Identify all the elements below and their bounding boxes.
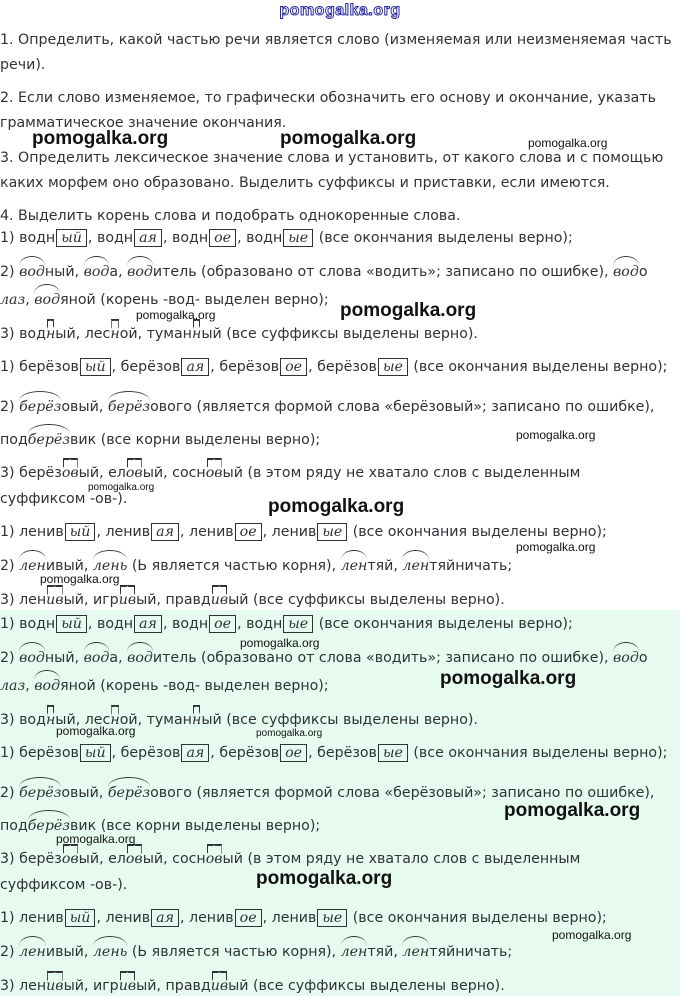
vod-roots-line: 2) водный, вода, водитель (образовано от слова «водить»; записано по ошибке), водо (0, 650, 648, 666)
vod-suffix-line: 3) водный, лесной, туманный (все суффиксы выделены верно). (0, 326, 478, 342)
berez-endings-line: 1) берёзов ый , берёзов ая , берёзов ое , берёзов ые (все окончания выделены верно); (0, 745, 668, 761)
instruction-3b: каких морфем оно образовано. Выделить суффиксы и приставки, если имеются. (0, 175, 610, 191)
vod-suffix-line: 3) водный, лесной, туманный (все суффиксы выделены верно). (0, 712, 478, 728)
vod-roots-line-2: лаз, водяной (корень -вод- выделен верно); (0, 292, 329, 308)
vodn-endings-line: 1) водн ый , водн ая , водн ое , водн ые (все окончания выделены верно); (0, 616, 573, 632)
watermark: pomogalka.org (40, 572, 120, 586)
watermark: pomogalka.org (32, 128, 169, 149)
top-watermark: pomogalka.org (279, 2, 401, 19)
watermark: pomogalka.org (88, 482, 155, 493)
watermark: pomogalka.org (268, 496, 405, 517)
instruction-1b: речи). (0, 57, 46, 73)
watermark: pomogalka.org (516, 540, 596, 554)
vod-roots-line-2: лаз, водяной (корень -вод- выделен верно); (0, 678, 329, 694)
instruction-2b: грамматическое значение окончания. (0, 115, 287, 131)
len-roots-line: 2) ленивый, лень (Ь является частью корня), лентяй, лентяйничать; (0, 558, 513, 574)
watermark: pomogalka.org (56, 832, 136, 846)
watermark: pomogalka.org (136, 308, 216, 322)
watermark: pomogalka.org (528, 136, 608, 150)
watermark: pomogalka.org (504, 800, 641, 821)
watermark: pomogalka.org (340, 300, 477, 321)
instruction-2a: 2. Если слово изменяемое, то графически обозначить его основу и окончание, указать (0, 90, 656, 106)
instruction-1a: 1. Определить, какой частью речи является слово (изменяемая или неизменяемая часть (0, 32, 672, 48)
berez-roots-line: 2) берёзовый, берёзового (является формой слова «берёзовый»; записано по ошибке), (0, 399, 655, 415)
instruction-3a: 3. Определить лексическое значение слова и установить, от какого слова и с помощью (0, 150, 664, 166)
berez-endings-line: 1) берёзов ый , берёзов ая , берёзов ое , берёзов ые (все окончания выделены верно); (0, 359, 668, 375)
ov-suffix-line: 3) берёзовый, еловый, сосновый (в этом ряду не хватало слов с выделенным (0, 465, 581, 481)
watermark: pomogalka.org (56, 724, 136, 738)
berez-roots-line: 2) берёзовый, берёзового (является формой слова «берёзовый»; записано по ошибке), (0, 785, 655, 801)
watermark: pomogalka.org (256, 868, 393, 889)
watermark: pomogalka.org (280, 128, 417, 149)
vod-roots-line: 2) водный, вода, водитель (образовано от слова «водить»; записано по ошибке), водо (0, 264, 648, 280)
berez-roots-line-2: подберёзвик (все корни выделены верно); (0, 432, 321, 448)
berez-roots-line-2: подберёзвик (все корни выделены верно); (0, 818, 321, 834)
iv-suffix-line: 3) ленивый, игривый, правдивый (все суффиксы выделены верно). (0, 592, 505, 608)
vodn-endings-line: 1) водн ый , водн ая , водн ое , водн ые (все окончания выделены верно); (0, 230, 573, 246)
watermark: pomogalka.org (516, 428, 596, 442)
iv-suffix-line: 3) ленивый, игривый, правдивый (все суффиксы выделены верно). (0, 978, 505, 994)
watermark: pomogalka.org (552, 928, 632, 942)
ov-suffix-line-2: суффиксом -ов-). (0, 877, 128, 893)
ov-suffix-line: 3) берёзовый, еловый, сосновый (в этом ряду не хватало слов с выделенным (0, 851, 581, 867)
watermark: pomogalka.org (240, 636, 320, 650)
watermark: pomogalka.org (256, 728, 323, 739)
leniv-endings-line: 1) ленив ый , ленив ая , ленив ое , ленив ые (все окончания выделены верно); (0, 910, 607, 926)
instruction-4: 4. Выделить корень слова и подобрать однокоренные слова. (0, 208, 461, 224)
len-roots-line: 2) ленивый, лень (Ь является частью корня), лентяй, лентяйничать; (0, 944, 513, 960)
watermark: pomogalka.org (440, 668, 577, 689)
leniv-endings-line: 1) ленив ый , ленив ая , ленив ое , ленив ые (все окончания выделены верно); (0, 524, 607, 540)
ov-suffix-line-2: суффиксом -ов-). (0, 491, 128, 507)
